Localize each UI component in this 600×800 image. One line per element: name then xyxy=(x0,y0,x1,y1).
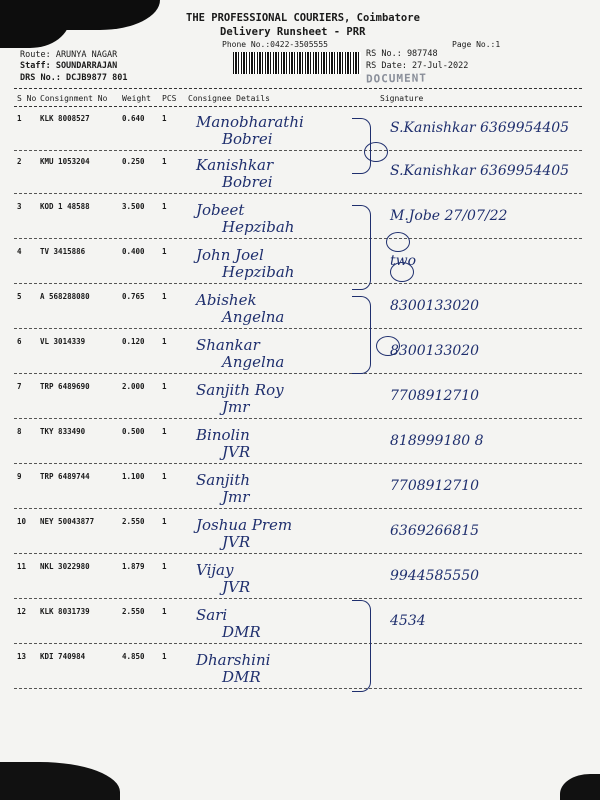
consignee-place: Angelna xyxy=(222,353,285,371)
row-divider xyxy=(14,418,582,419)
table-row xyxy=(0,335,600,377)
consignee-place: Bobrei xyxy=(222,173,273,191)
row-sno: 2 xyxy=(17,157,22,166)
row-sno: 5 xyxy=(17,292,22,301)
row-pcs: 1 xyxy=(162,427,167,436)
row-sno: 8 xyxy=(17,427,22,436)
signature: 8300133020 xyxy=(390,343,480,359)
circle-mark xyxy=(386,232,410,252)
row-divider xyxy=(14,283,582,284)
row-divider xyxy=(14,373,582,374)
row-divider xyxy=(14,193,582,194)
row-divider xyxy=(14,643,582,644)
row-weight: 0.400 xyxy=(122,247,145,256)
row-weight: 2.550 xyxy=(122,517,145,526)
table-row xyxy=(0,245,600,287)
route-label: Route: ARUNYA NAGAR xyxy=(20,50,118,60)
table-row xyxy=(0,425,600,467)
consignee-place: JVR xyxy=(222,533,251,551)
consignee-place: Angelna xyxy=(222,308,285,326)
group-bracket xyxy=(352,205,371,290)
table-row xyxy=(0,200,600,242)
row-pcs: 1 xyxy=(162,472,167,481)
row-weight: 2.000 xyxy=(122,382,145,391)
row-pcs: 1 xyxy=(162,337,167,346)
row-weight: 2.550 xyxy=(122,607,145,616)
row-weight: 0.500 xyxy=(122,427,145,436)
consignee-name: Abishek xyxy=(196,291,257,309)
consignee-name: Sanjith Roy xyxy=(196,381,284,399)
row-pcs: 1 xyxy=(162,562,167,571)
row-sno: 7 xyxy=(17,382,22,391)
document-stamp: DOCUMENT xyxy=(365,71,428,86)
row-consignment: TRP 6489690 xyxy=(40,382,90,391)
consignee-name: Binolin xyxy=(196,426,250,444)
signature: 4534 xyxy=(390,613,426,629)
signature: 6369266815 xyxy=(390,523,480,539)
row-sno: 1 xyxy=(17,114,22,123)
column-header-divider xyxy=(14,106,582,107)
row-weight: 1.879 xyxy=(122,562,145,571)
table-row xyxy=(0,470,600,512)
row-consignment: KDI 740984 xyxy=(40,652,86,661)
consignee-name: Sanjith xyxy=(196,471,251,489)
row-pcs: 1 xyxy=(162,247,167,256)
scan-shadow-bottom-left xyxy=(0,762,120,800)
consignee-name: Kanishkar xyxy=(196,156,274,174)
row-weight: 0.250 xyxy=(122,157,145,166)
row-consignment: A 568288080 xyxy=(40,292,90,301)
column-sno: S No xyxy=(17,94,37,103)
row-consignment: TKY 833490 xyxy=(40,427,86,436)
row-sno: 3 xyxy=(17,202,22,211)
company-title: THE PROFESSIONAL COURIERS, Coimbatore xyxy=(186,12,420,24)
row-weight: 0.120 xyxy=(122,337,145,346)
row-sno: 13 xyxy=(17,652,27,661)
consignee-name: Manobharathi xyxy=(196,113,304,131)
row-pcs: 1 xyxy=(162,607,167,616)
consignee-name: Dharshini xyxy=(196,651,271,669)
consignee-place: JVR xyxy=(222,578,251,596)
row-weight: 1.100 xyxy=(122,472,145,481)
circle-mark xyxy=(390,262,414,282)
row-sno: 10 xyxy=(17,517,27,526)
row-consignment: VL 3014339 xyxy=(40,337,86,346)
signature: two xyxy=(390,253,417,269)
row-pcs: 1 xyxy=(162,517,167,526)
table-row xyxy=(0,112,600,154)
circle-mark xyxy=(364,142,388,162)
phone-number: Phone No.:0422-3505555 xyxy=(222,40,328,49)
table-row xyxy=(0,605,600,647)
signature: 818999180 8 xyxy=(390,433,484,449)
signature: 7708912710 xyxy=(390,478,480,494)
consignee-place: Bobrei xyxy=(222,130,273,148)
row-consignment: KLK 8008527 xyxy=(40,114,90,123)
row-consignment: KLK 8031739 xyxy=(40,607,90,616)
drs-number: DRS No.: DCJB9877 801 xyxy=(20,73,128,83)
row-divider xyxy=(14,553,582,554)
row-consignment: NKL 3022980 xyxy=(40,562,90,571)
row-weight: 3.500 xyxy=(122,202,145,211)
row-pcs: 1 xyxy=(162,652,167,661)
table-row xyxy=(0,155,600,197)
header-divider xyxy=(14,88,582,89)
page-number: Page No.:1 xyxy=(452,40,501,49)
row-divider xyxy=(14,328,582,329)
row-weight: 0.765 xyxy=(122,292,145,301)
column-signature: Signature xyxy=(380,94,424,103)
row-weight: 4.850 xyxy=(122,652,145,661)
row-pcs: 1 xyxy=(162,382,167,391)
row-sno: 12 xyxy=(17,607,27,616)
table-row xyxy=(0,560,600,602)
consignee-place: DMR xyxy=(222,668,261,686)
scan-shadow-top xyxy=(60,0,160,30)
consignee-place: Hepzibah xyxy=(222,263,295,281)
signature: S.Kanishkar 6369954405 xyxy=(390,163,570,179)
row-divider xyxy=(14,150,582,151)
staff-label: Staff: SOUNDARRAJAN xyxy=(20,61,118,71)
row-pcs: 1 xyxy=(162,157,167,166)
row-sno: 9 xyxy=(17,472,22,481)
rs-date: RS Date: 27-Jul-2022 xyxy=(366,61,469,71)
row-consignment: KOD 1 48588 xyxy=(40,202,90,211)
row-pcs: 1 xyxy=(162,114,167,123)
row-divider xyxy=(14,688,582,689)
table-row xyxy=(0,650,600,692)
group-bracket xyxy=(352,600,371,692)
column-consignment: Consignment No xyxy=(40,94,108,103)
signature: M.Jobe 27/07/22 xyxy=(390,208,508,224)
column-consignee: Consignee Details xyxy=(188,94,270,103)
barcode xyxy=(233,52,361,74)
row-consignment: NEY 50043877 xyxy=(40,517,95,526)
scan-shadow-bottom-right xyxy=(560,774,600,800)
consignee-place: Jmr xyxy=(222,488,250,506)
table-row xyxy=(0,290,600,332)
rs-number: RS No.: 987748 xyxy=(366,49,438,59)
consignee-place: JVR xyxy=(222,443,251,461)
row-divider xyxy=(14,238,582,239)
consignee-place: DMR xyxy=(222,623,261,641)
row-pcs: 1 xyxy=(162,202,167,211)
row-consignment: KMU 1053204 xyxy=(40,157,90,166)
row-weight: 0.640 xyxy=(122,114,145,123)
consignee-name: John Joel xyxy=(196,246,264,264)
table-row xyxy=(0,515,600,557)
consignee-name: Joshua Prem xyxy=(196,516,293,534)
group-bracket xyxy=(352,296,371,374)
row-consignment: TV 3415886 xyxy=(40,247,86,256)
row-divider xyxy=(14,598,582,599)
consignee-name: Sari xyxy=(196,606,228,624)
table-row xyxy=(0,380,600,422)
signature: S.Kanishkar 6369954405 xyxy=(390,120,570,136)
consignee-name: Shankar xyxy=(196,336,260,354)
circle-mark xyxy=(376,336,400,356)
signature: 8300133020 xyxy=(390,298,480,314)
consignee-name: Jobeet xyxy=(196,201,245,219)
row-divider xyxy=(14,463,582,464)
row-pcs: 1 xyxy=(162,292,167,301)
row-consignment: TRP 6489744 xyxy=(40,472,90,481)
consignee-place: Hepzibah xyxy=(222,218,295,236)
row-sno: 4 xyxy=(17,247,22,256)
row-sno: 6 xyxy=(17,337,22,346)
consignee-place: Jmr xyxy=(222,398,250,416)
column-pcs: PCS xyxy=(162,94,177,103)
signature: 7708912710 xyxy=(390,388,480,404)
row-divider xyxy=(14,508,582,509)
column-weight: Weight xyxy=(122,94,151,103)
row-sno: 11 xyxy=(17,562,27,571)
consignee-name: Vijay xyxy=(196,561,234,579)
document-title: Delivery Runsheet - PRR xyxy=(220,26,366,38)
signature: 9944585550 xyxy=(390,568,480,584)
